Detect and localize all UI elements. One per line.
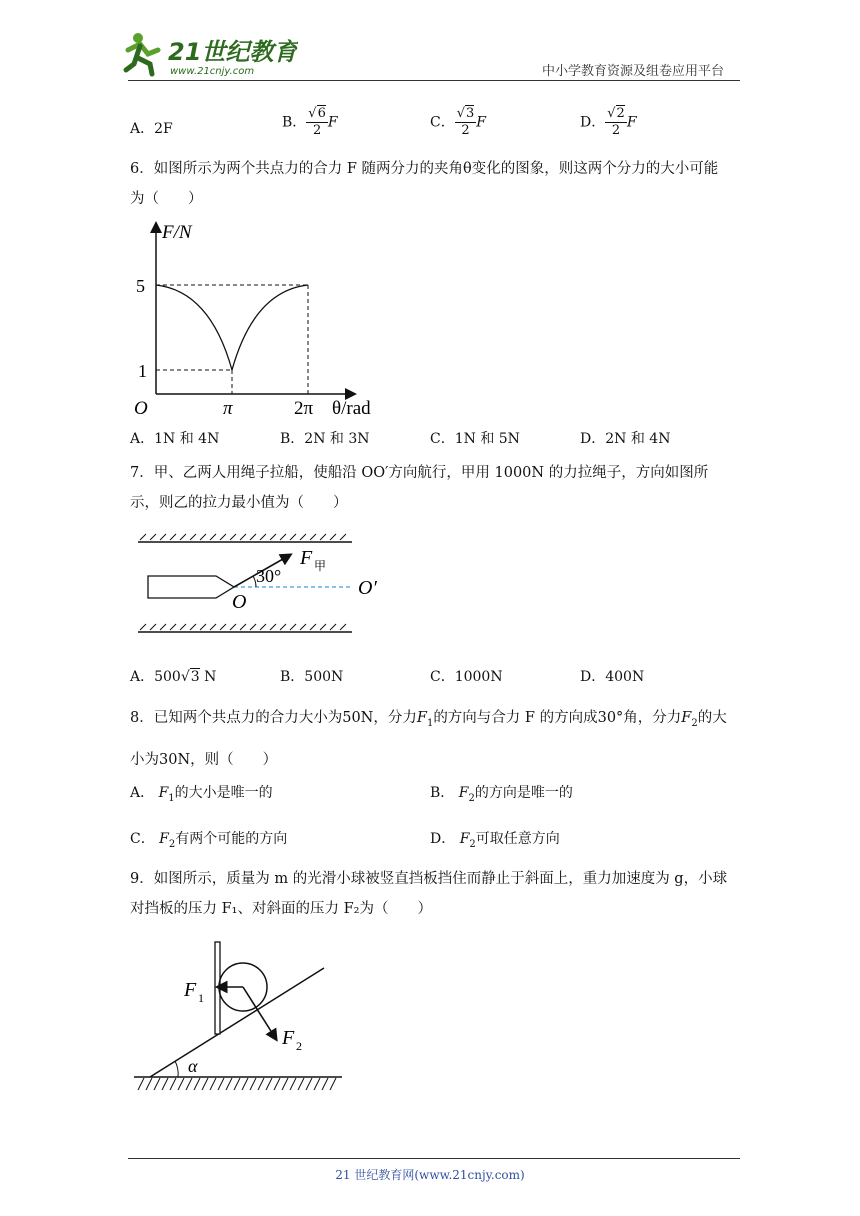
- q6-origin: O: [134, 398, 148, 419]
- q9-alpha-label: α: [188, 1056, 198, 1076]
- q7-option-a: A．500√3 N: [130, 669, 217, 685]
- q6-option-b: B．2N 和 3N: [280, 431, 370, 447]
- q9-f2-arrow: [243, 987, 276, 1039]
- q6-curve: [156, 285, 308, 370]
- q6-stem: 6．如图所示为两个共点力的合力 F 随两分力的夹角θ变化的图象，则这两个分力的大小可能为（ ）: [130, 161, 719, 207]
- q9-f2-sub: 2: [296, 1039, 302, 1053]
- q9-incline: [150, 968, 324, 1077]
- q5-option-b: B． $\frac{√6}{2}$ F: [282, 106, 338, 138]
- runner-icon: [126, 33, 158, 74]
- q5-option-a: A．2F: [130, 121, 173, 137]
- q8-option-a: A． $F_1$的大小是唯一的: [130, 785, 273, 804]
- q7-force-sub: 甲: [314, 559, 327, 573]
- q5-option-c: C． $\frac{√3}{2}$ F: [430, 106, 487, 138]
- q9-f1-sub: 1: [198, 991, 204, 1005]
- footer-text: 21 世纪教育网(www.21cnjy.com): [335, 1168, 525, 1182]
- q5-option-d: D． $\frac{√2}{2}$ F: [580, 106, 637, 138]
- q9-f1-label: F: [184, 979, 197, 1001]
- logo-main-text: 21世纪教育: [168, 38, 298, 66]
- q7-o-label: O: [232, 591, 247, 613]
- q8-option-d: D． $F_2$可取任意方向: [430, 831, 560, 850]
- q7-force-label: F: [300, 547, 313, 569]
- q6-x-label: θ/rad: [332, 398, 371, 419]
- q9-ground: [134, 1077, 342, 1090]
- q7-o-prime-label: O′: [358, 577, 377, 599]
- q6-pi: π: [223, 398, 233, 419]
- q6-graph: [130, 216, 390, 422]
- logo-url-text: www.21cnjy.com: [170, 66, 255, 77]
- q6-two-pi: 2π: [294, 398, 314, 419]
- q8-option-c: C． $F_2$有两个可能的方向: [130, 831, 288, 850]
- q9-stem: 9．如图所示，质量为 m 的光滑小球被竖直挡板挡住而静止于斜面上，重力加速度为 g，小球对挡板的压力 F₁、对斜面的压力 F₂为（ ）: [130, 871, 728, 917]
- q7-option-d: D．400N: [580, 669, 645, 685]
- q6-option-c: C．1N 和 5N: [430, 431, 520, 447]
- q6-y1: 1: [138, 361, 147, 381]
- site-logo: [118, 24, 298, 84]
- q8-stem: 8．已知两个共点力的合力大小为50N，分力$F_1$的方向与合力 F 的方向成30°角，分力$F_2$的大小为30N，则（ ）: [130, 710, 727, 768]
- q6-y-label: F/N: [162, 222, 192, 243]
- q7-angle-label: 30°: [256, 566, 282, 586]
- header-right-text: 中小学教育资源及组卷应用平台: [541, 64, 724, 79]
- header-divider: [128, 80, 740, 81]
- q7-top-bank: [138, 534, 352, 542]
- q9-f2-label: F: [282, 1027, 295, 1049]
- q7-boat: [148, 576, 234, 598]
- q8-option-b: B． $F_2$的方向是唯一的: [430, 785, 573, 804]
- q9-figure: [130, 934, 360, 1096]
- q6-option-d: D．2N 和 4N: [580, 431, 671, 447]
- q7-bottom-bank: [138, 624, 352, 632]
- footer-divider: [128, 1158, 740, 1159]
- q7-stem: 7．甲、乙两人用绳子拉船，使船沿 OO′方向航行，甲用 1000N 的力拉绳子，方向如图所示，则乙的拉力最小值为（ ）: [130, 465, 709, 511]
- q6-option-a: A．1N 和 4N: [130, 431, 220, 447]
- q6-y5: 5: [136, 276, 145, 296]
- q7-option-c: C．1000N: [430, 669, 503, 685]
- q7-option-b: B．500N: [280, 669, 344, 685]
- q7-figure: [130, 530, 390, 642]
